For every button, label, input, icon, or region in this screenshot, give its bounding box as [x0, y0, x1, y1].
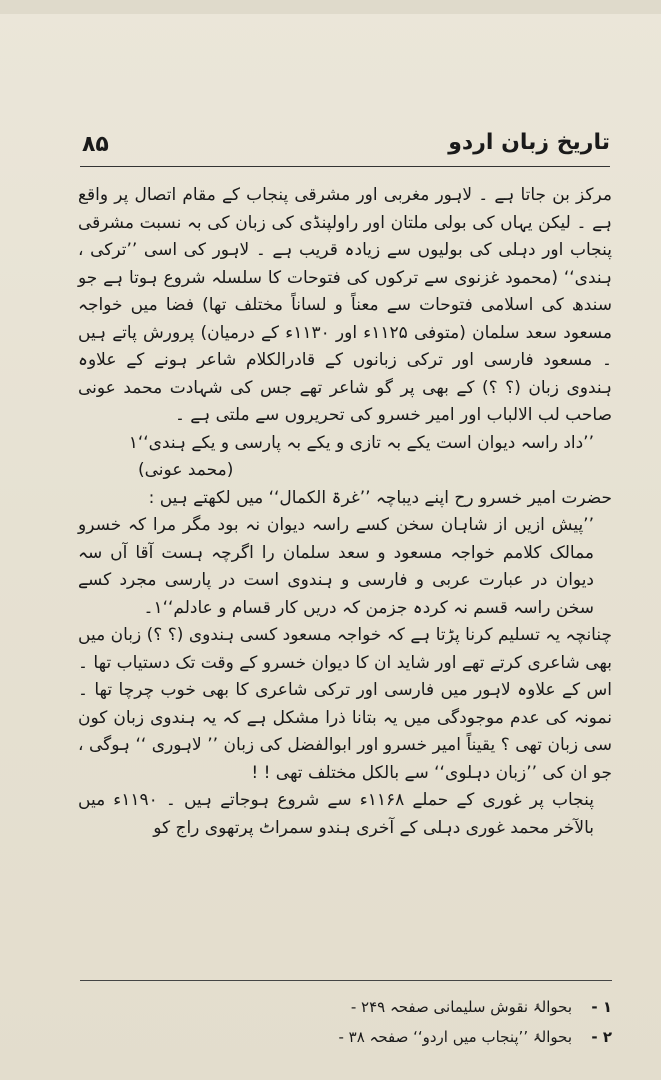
top-bleed — [0, 0, 661, 14]
footnote-text: بحوالۂ نقوش سلیمانی صفحہ ۲۴۹ - — [350, 998, 572, 1016]
quote-1-attribution: (محمد عونی) — [138, 460, 234, 480]
paragraph-4: پنجاب پر غوری کے حملے ۱۱۶۸ء سے شروع ہوجاتے ہیں ۔ ۱۱۹۰ء میں بالآخر محمد غوری دہلی کے آخری ہندو سمراٹ پرتھوی راج کو — [78, 790, 594, 838]
quote-2: ’’پیش ازیں از شاہان سخن کسے راسہ دیوان نہ بود مگر مرا کہ خسرو ممالک کلامم خواجہ مسعود و سعد سلمان را اگرچہ ہست آقا آں سہ دیوان در عبارت عربی و فارسی و ہندوی است در پارسی مجرد کسے سخن راسہ قسم نہ کردہ جزمن کہ دریں کار قسام و عادلم‘‘۱۔ — [78, 515, 594, 618]
footnote-number: ۱ - — [591, 998, 612, 1016]
paragraph-3: چنانچہ یہ تسلیم کرنا پڑتا ہے کہ خواجہ مسعود کسی ہندوی (؟ ؟) زبان میں بھی شاعری کرتے تھے اور شاید ان کا دیوان خسرو کے وقت تک دستیاب تھا ۔ اس کے علاوہ لاہور میں فارسی اور ترکی شاعری کا بھی خوب چرچا تھا ۔ نمونہ کی عدم موجودگی میں یہ بتانا ذرا مشکل ہے کہ یہ ہندوی زبان کون سی زبان تھی ؟ یقیناً امیر خسرو اور ابوالفضل کی زبان ’’ لاہوری ‘‘ ہوگی ، جو ان کی ’’زبان دہلوی‘‘ سے بالکل مختلف تھی ! ! — [78, 625, 612, 783]
footnote-number: ۲ - — [591, 1028, 612, 1046]
paragraph-1: مرکز بن جاتا ہے ۔ لاہور مغربی اور مشرقی پنجاب کے مقام اتصال پر واقع ہے ۔ لیکن یہاں کی بولی ملتان اور راولپنڈی کی زبان کی بہ نسبت مشرقی پنجاب اور دہلی کی بولیوں سے زیادہ قریب ہے ۔ لاہور کی اسی ’’ترکی ، ہندی‘‘ (محمود غزنوی سے ترکوں کی فتوحات کا سلسلہ شروع ہوتا ہے جو سندھ کی اسلامی فتوحات سے معناً و لساناً مختلف تھا) فضا میں خواجہ مسعود سعد سلمان (متوفی ۱۱۲۵ء اور ۱۱۳۰ء کے درمیان) پرورش پاتے ہیں ۔ مسعود فارسی اور ترکی زبانوں کے قادرالکلام شاعر ہونے کے علاوہ ہندوی زبان (؟ ؟) کے بھی پر گو شاعر تھے جس کی شہادت محمد عونی صاحب لب الالباب اور امیر خسرو کی تحریروں سے ملتی ہے ۔ — [78, 185, 613, 425]
page-number: ۸۵ — [82, 132, 109, 157]
footnote-1 — [80, 992, 612, 1022]
quote-1: ’’داد راسہ دیوان است یکے بہ تازی و یکے بہ پارسی و یکے ہندی‘‘۱ — [128, 432, 594, 453]
footnote-text: بحوالۂ ’’پنجاب میں اردو‘‘ صفحہ ۳۸ - — [338, 1028, 572, 1046]
footnote-2 — [80, 1022, 612, 1052]
page-header — [80, 126, 610, 167]
footnote-divider — [80, 980, 612, 981]
paragraph-2: حضرت امیر خسرو رح اپنے دیباچہ ’’غرۃ الکمال‘‘ میں لکھتے ہیں : — [148, 487, 612, 508]
running-title: تاریخ زبان اردو — [448, 130, 610, 155]
main-text — [78, 182, 612, 842]
footnotes — [80, 992, 612, 1052]
